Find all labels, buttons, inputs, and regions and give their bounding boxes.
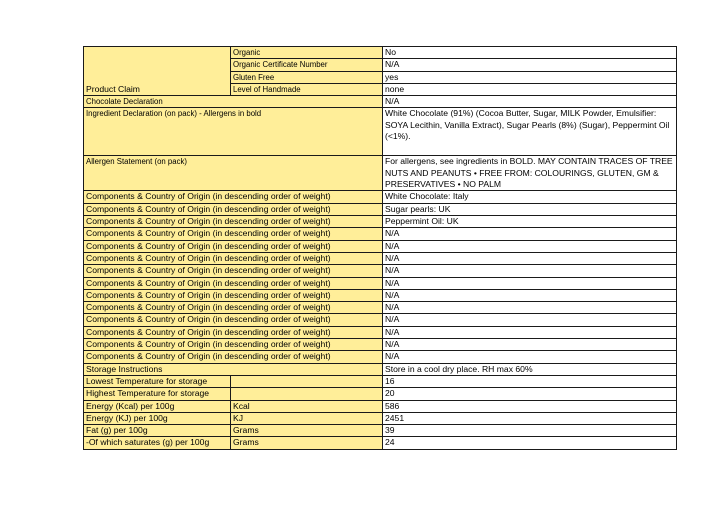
ingredient-declaration-label: Ingredient Declaration (on pack) - Allergens in bold [84, 108, 383, 156]
table-row [84, 277, 677, 289]
fat-unit: Grams [231, 425, 383, 437]
table-row [84, 314, 677, 326]
component-origin-label: Components & Country of Origin (in descending order of weight) [84, 240, 383, 252]
claim-certificate-value: N/A [383, 59, 677, 71]
energy-kcal-value: 586 [383, 400, 677, 412]
table-row [84, 252, 677, 264]
fat-label: Fat (g) per 100g [84, 425, 231, 437]
saturates-value: 24 [383, 437, 677, 449]
table-row [84, 375, 677, 387]
component-origin-value: N/A [383, 314, 677, 326]
component-origin-value: N/A [383, 252, 677, 264]
claim-handmade-label: Level of Handmade [231, 83, 383, 95]
component-origin-label: Components & Country of Origin (in descending order of weight) [84, 265, 383, 277]
table-row [84, 228, 677, 240]
component-origin-value: N/A [383, 339, 677, 351]
energy-kcal-label: Energy (Kcal) per 100g [84, 400, 231, 412]
table-row [84, 96, 677, 108]
table-row [84, 156, 677, 191]
component-origin-value: N/A [383, 277, 677, 289]
table-row [84, 339, 677, 351]
table-row [84, 388, 677, 400]
component-origin-value: N/A [383, 326, 677, 338]
table-row [84, 191, 677, 203]
claim-certificate-label: Organic Certificate Number [231, 59, 383, 71]
energy-kj-unit: KJ [231, 412, 383, 424]
table-row [84, 326, 677, 338]
component-origin-value: N/A [383, 265, 677, 277]
component-origin-label: Components & Country of Origin (in descending order of weight) [84, 216, 383, 228]
component-origin-value: N/A [383, 228, 677, 240]
component-origin-value: Peppermint Oil: UK [383, 216, 677, 228]
table-row [84, 302, 677, 314]
component-origin-label: Components & Country of Origin (in descending order of weight) [84, 339, 383, 351]
storage-instructions-value: Store in a cool dry place. RH max 60% [383, 363, 677, 375]
saturates-label: -Of which saturates (g) per 100g [84, 437, 231, 449]
claim-gluten-free-value: yes [383, 71, 677, 83]
highest-temperature-unit [231, 388, 383, 400]
table-row [84, 437, 677, 449]
claim-handmade-value: none [383, 83, 677, 95]
table-row [84, 363, 677, 375]
allergen-statement-cell [383, 156, 677, 191]
component-origin-label: Components & Country of Origin (in descending order of weight) [84, 228, 383, 240]
component-origin-label: Components & Country of Origin (in descending order of weight) [84, 191, 383, 203]
fat-value: 39 [383, 425, 677, 437]
component-origin-value: Sugar pearls: UK [383, 203, 677, 215]
table-row [84, 400, 677, 412]
claim-gluten-free-label: Gluten Free [231, 71, 383, 83]
lowest-temperature-value: 16 [383, 375, 677, 387]
storage-instructions-label: Storage Instructions [84, 363, 383, 375]
lowest-temperature-label: Lowest Temperature for storage [84, 375, 231, 387]
table-row [84, 108, 677, 156]
component-origin-label: Components & Country of Origin (in descending order of weight) [84, 289, 383, 301]
saturates-unit: Grams [231, 437, 383, 449]
ingredient-declaration-value: White Chocolate (91%) (Cocoa Butter, Sugar, MILK Powder, Emulsifier: SOYA Lecithin, Vanilla Extract), Sugar Pearls (8%) (Sugar), Peppermint Oil (<1%). [383, 108, 677, 156]
component-origin-value: N/A [383, 240, 677, 252]
claim-organic-label: Organic [231, 47, 383, 59]
energy-kj-value: 2451 [383, 412, 677, 424]
highest-temperature-label: Highest Temperature for storage [84, 388, 231, 400]
chocolate-declaration-label: Chocolate Declaration [84, 96, 383, 108]
table-row [84, 412, 677, 424]
energy-kj-label: Energy (KJ) per 100g [84, 412, 231, 424]
allergen-statement-label: Allergen Statement (on pack) [84, 156, 383, 191]
table-row [84, 289, 677, 301]
highest-temperature-value: 20 [383, 388, 677, 400]
table-row [84, 351, 677, 363]
product-claim-label: Product Claim [84, 47, 231, 96]
table-row [84, 240, 677, 252]
component-origin-label: Components & Country of Origin (in descending order of weight) [84, 326, 383, 338]
table-row [84, 265, 677, 277]
claim-organic-value: No [383, 47, 677, 59]
component-origin-label: Components & Country of Origin (in descending order of weight) [84, 203, 383, 215]
table-row [84, 203, 677, 215]
component-origin-value: White Chocolate: Italy [383, 191, 677, 203]
component-origin-label: Components & Country of Origin (in descending order of weight) [84, 277, 383, 289]
spec-sheet-table [83, 46, 677, 450]
component-origin-label: Components & Country of Origin (in descending order of weight) [84, 302, 383, 314]
component-origin-value: N/A [383, 302, 677, 314]
component-origin-label: Components & Country of Origin (in descending order of weight) [84, 252, 383, 264]
component-origin-label: Components & Country of Origin (in descending order of weight) [84, 314, 383, 326]
energy-kcal-unit: Kcal [231, 400, 383, 412]
table-row [84, 47, 677, 59]
table-row [84, 425, 677, 437]
lowest-temperature-unit [231, 375, 383, 387]
component-origin-label: Components & Country of Origin (in descending order of weight) [84, 351, 383, 363]
table-row [84, 216, 677, 228]
chocolate-declaration-value: N/A [383, 96, 677, 108]
component-origin-value: N/A [383, 289, 677, 301]
component-origin-value: N/A [383, 351, 677, 363]
allergen-statement-value: For allergens, see ingredients in BOLD. MAY CONTAIN TRACES OF TREE NUTS AND PEANUTS • FREE FROM: COLOURINGS, GLUTEN, GM & PRESERVATIVES • NO PALM [385, 156, 673, 190]
